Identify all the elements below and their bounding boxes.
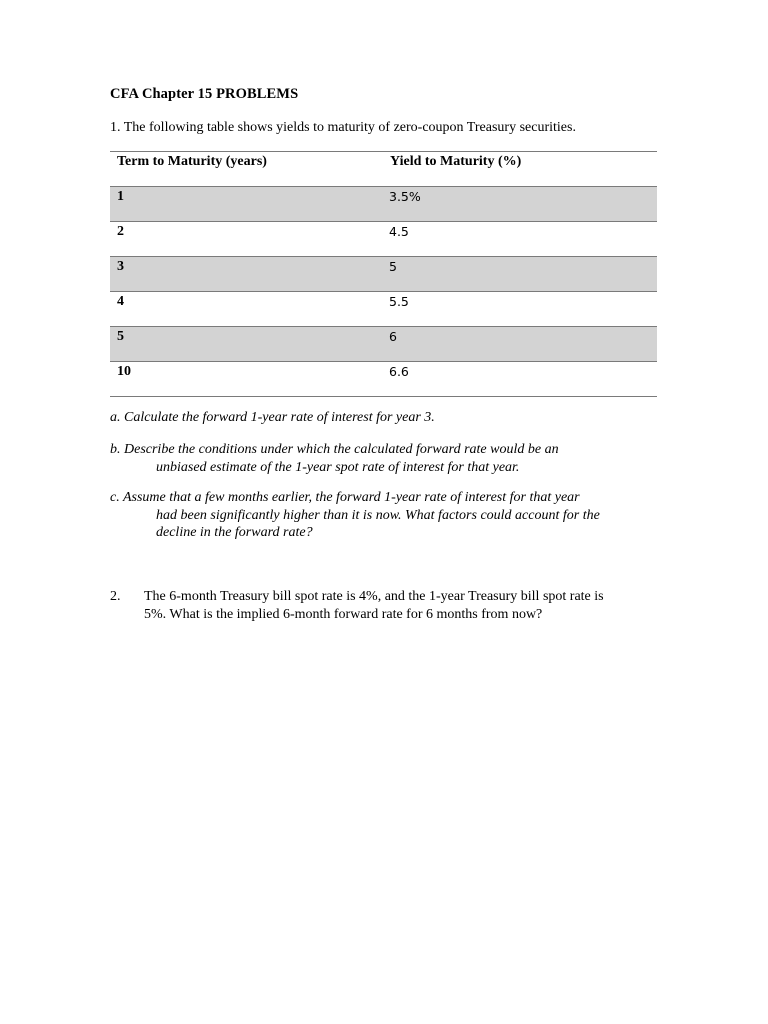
yield-cell: 5.5 [383,292,657,327]
problem-2-body [110,588,658,623]
document-title: CFA Chapter 15 PROBLEMS [110,86,299,102]
yield-cell: 6.6 [383,362,657,397]
question-b [110,441,657,476]
table-row [110,327,657,362]
table-row [110,222,657,257]
question-a-text: a. Calculate the forward 1-year rate of interest for year 3. [110,410,435,425]
term-cell: 1 [110,187,383,222]
question-c-line3: decline in the forward rate? [156,525,313,540]
yield-cell: 4.5 [383,222,657,257]
table-row [110,257,657,292]
table-row [110,187,657,222]
table-row [110,362,657,397]
problem-2-line2: 5%. What is the implied 6-month forward rate for 6 months from now? [144,606,543,622]
question-c-line2: had been significantly higher than it is now. What factors could account for the [156,507,600,523]
term-cell: 4 [110,292,383,327]
header-yield-to-maturity: Yield to Maturity (%) [383,152,657,187]
header-term-to-maturity: Term to Maturity (years) [110,152,383,187]
yield-cell: 3.5% [383,187,657,222]
term-cell: 5 [110,327,383,362]
table-header-row [110,152,657,187]
term-cell: 3 [110,257,383,292]
yield-table [110,151,657,397]
problem-2-line1: The 6-month Treasury bill spot rate is 4%, and the 1-year Treasury bill spot rate is [144,589,604,604]
problem-2 [110,588,658,623]
problem-1-intro: 1. The following table shows yields to maturity of zero-coupon Treasury securities. [110,120,576,135]
yield-cell: 6 [383,327,657,362]
term-cell: 10 [110,362,383,397]
question-a [110,409,657,427]
problem-2-number: 2. [110,589,121,604]
question-c [110,489,657,542]
question-b-line2: unbiased estimate of the 1-year spot rate of interest for that year. [156,459,520,475]
question-b-line1: b. Describe the conditions under which the calculated forward rate would be an [110,442,559,457]
question-c-line1: c. Assume that a few months earlier, the forward 1-year rate of interest for that year [110,490,580,505]
yield-cell: 5 [383,257,657,292]
table-row [110,292,657,327]
term-cell: 2 [110,222,383,257]
